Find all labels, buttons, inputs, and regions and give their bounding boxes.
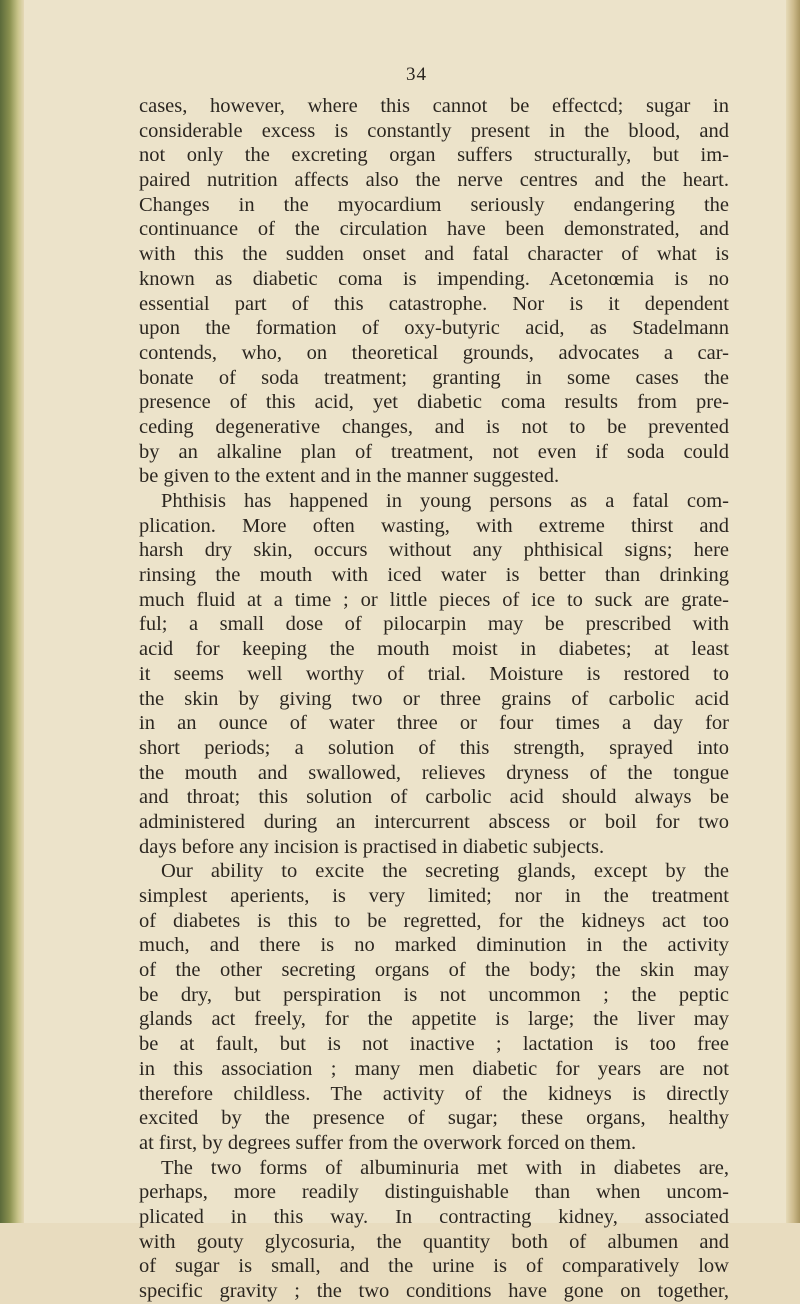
text-line: plication. More often wasting, with extreme thirst and [139,514,729,537]
text-line: the skin by giving two or three grains of carbolic acid [139,687,729,710]
page-edge-right [786,0,800,1223]
text-line: not only the excreting organ suffers structurally, but im- [139,144,729,167]
text-line: harsh dry skin, occurs without any phthisical signs; here [139,539,729,562]
text-line: bonate of soda treatment; granting in some cases the [139,366,729,389]
text-line: perhaps, more readily distinguishable than when uncom- [139,1181,729,1204]
text-line: days before any incision is practised in diabetic subjects. [139,835,605,858]
text-line: in an ounce of water three or four times a day for [139,712,729,735]
text-line: be dry, but perspiration is not uncommon ; the peptic [139,983,729,1006]
text-line: with this the sudden onset and fatal character of what is [139,243,729,266]
text-line: of sugar is small, and the urine is of comparatively low [139,1255,729,1278]
page-number: 34 [406,64,427,85]
text-line: with gouty glycosuria, the quantity both of albumen and [139,1230,729,1253]
text-line: plicated in this way. In contracting kidney, associated [139,1205,729,1228]
text-line: ful; a small dose of pilocarpin may be prescribed with [139,613,729,636]
text-line: simplest aperients, is very limited; nor in the treatment [139,885,729,907]
text-line: be at fault, but is not inactive ; lactation is too free [139,1033,729,1056]
text-line: excited by the presence of sugar; these organs, healthy [139,1107,729,1130]
text-line: Changes in the myocardium seriously endangering the [139,193,729,216]
text-line: of the other secreting organs of the body; the skin may [139,959,729,982]
text-line: continuance of the circulation have been demonstrated, and [139,218,729,241]
text-line: the mouth and swallowed, relieves dryness of the tongue [139,761,729,784]
text-line: The two forms of albuminuria met with in diabetes are, [161,1156,729,1179]
text-line: contends, who, on theoretical grounds, advocates a car- [139,341,729,364]
text-line: known as diabetic coma is impending. Acetonœmia is no [139,267,729,290]
text-line: cases, however, where this cannot be effectcd; sugar in [139,95,729,117]
text-line: paired nutrition affects also the nerve centres and the heart. [139,169,729,192]
body-text [139,94,729,1304]
text-line: specific gravity ; the two conditions have gone on together, [139,1280,729,1302]
text-line: much fluid at a time ; or little pieces of ice to suck are grate- [139,588,729,611]
text-line: by an alkaline plan of treatment, not even if soda could [139,440,729,463]
text-line: therefore childless. The activity of the kidneys is directly [139,1082,729,1105]
text-line: presence of this acid, yet diabetic coma results from pre- [139,391,729,414]
text-line: ceding degenerative changes, and is not to be prevented [139,415,729,438]
text-line: upon the formation of oxy-butyric acid, as Stadelmann [139,317,729,340]
text-line: glands act freely, for the appetite is large; the liver may [139,1008,729,1031]
text-line: rinsing the mouth with iced water is better than drinking [139,564,729,587]
text-line: acid for keeping the mouth moist in diabetes; at least [139,638,729,661]
book-page [24,0,786,1302]
text-line: short periods; a solution of this strength, sprayed into [139,736,729,759]
text-line: considerable excess is constantly present in the blood, and [139,119,729,142]
book-binding-left [0,0,24,1223]
text-line: Our ability to excite the secreting glands, except by the [161,860,729,883]
text-line: it seems well worthy of trial. Moisture is restored to [139,662,729,685]
text-line: in this association ; many men diabetic for years are not [139,1057,729,1080]
text-line: and throat; this solution of carbolic acid should always be [139,786,729,809]
text-line: at first, by degrees suffer from the overwork forced on them. [139,1131,637,1154]
text-line: much, and there is no marked diminution in the activity [139,934,729,957]
text-line: essential part of this catastrophe. Nor is it dependent [139,292,729,315]
text-line: administered during an intercurrent abscess or boil for two [139,810,729,833]
text-line: be given to the extent and in the manner suggested. [139,465,560,488]
text-line: Phthisis has happened in young persons as a fatal com- [161,490,729,512]
text-line: of diabetes is this to be regretted, for the kidneys act too [139,909,729,932]
